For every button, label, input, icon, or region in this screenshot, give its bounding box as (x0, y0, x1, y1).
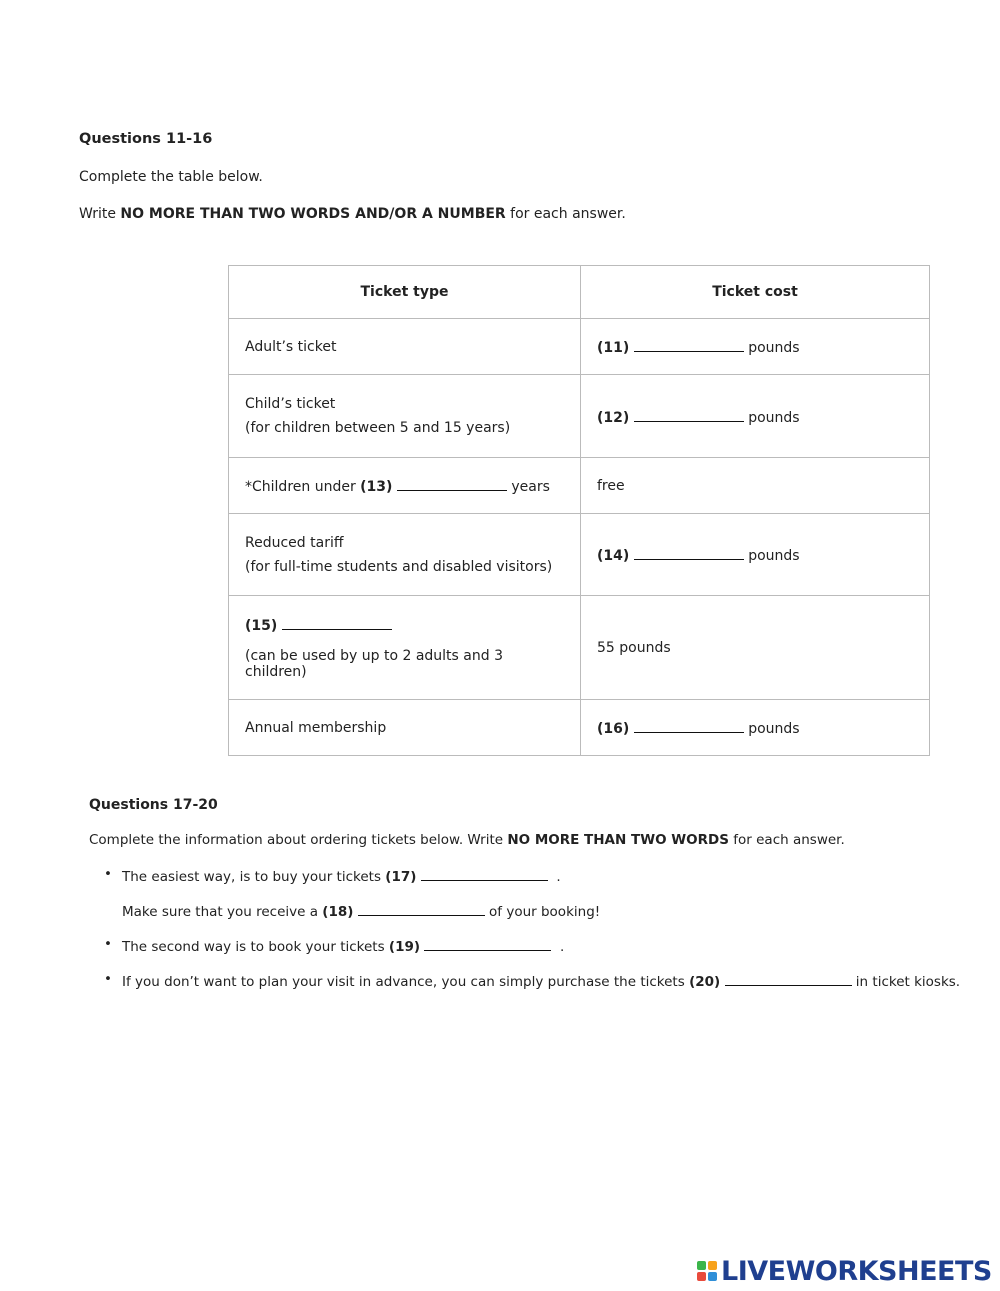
ticket-cost-cell (581, 458, 930, 514)
list-item (100, 901, 980, 936)
ticket-type-label: Annual membership (245, 719, 387, 736)
logo-mark-icon (697, 1261, 717, 1281)
item-text: The easiest way, is to buy your tickets (122, 869, 386, 885)
answer-blank-19[interactable] (424, 936, 551, 951)
item-text: The second way is to book your tickets (122, 939, 389, 955)
ticket-table (228, 265, 930, 756)
instruction-ordering: Complete the information about ordering tickets below. Write NO MORE THAN TWO WORDS for each answer. (89, 832, 845, 848)
ticket-type-cell (229, 319, 581, 375)
answer-blank-12[interactable] (634, 407, 744, 422)
question-number: (20) (689, 974, 721, 990)
question-number: (17) (385, 869, 417, 885)
answer-blank-20[interactable] (725, 971, 852, 986)
cost-unit: pounds (748, 340, 800, 356)
ticket-type-label: Reduced tariff (245, 534, 344, 551)
item-text-end: of your booking! (489, 904, 601, 920)
answer-blank-11[interactable] (634, 337, 744, 352)
cost-value: free (597, 477, 625, 494)
answer-blank-13[interactable] (397, 476, 507, 491)
ticket-type-note: (can be used by up to 2 adults and 3 children) (245, 648, 503, 680)
list-item (100, 971, 980, 1006)
question-number: (19) (388, 939, 421, 955)
item-text: If you don’t want to plan your visit in advance, you can simply purchase the tickets (122, 974, 690, 990)
table-header-row (229, 266, 930, 319)
cost-unit: pounds (748, 548, 800, 564)
ticket-type-label: Child’s ticket (245, 396, 336, 412)
header-ticket-type: Ticket type (229, 266, 581, 319)
bullet-icon: • (104, 936, 112, 952)
table-row (229, 458, 930, 514)
answer-blank-17[interactable] (421, 866, 548, 881)
question-number: (14) (597, 548, 630, 564)
ticket-cost-cell (581, 700, 930, 756)
list-item (100, 866, 980, 901)
item-text-end: in ticket kiosks. (855, 974, 961, 990)
table-row (229, 596, 930, 700)
answer-blank-15[interactable] (282, 615, 392, 630)
questions-17-20-heading: Questions 17-20 (89, 797, 218, 813)
question-number: (16) (597, 721, 630, 737)
list-item (100, 936, 980, 971)
ticket-cost-cell (581, 596, 930, 700)
question-number: (12) (597, 409, 630, 426)
question-number: (13) (360, 479, 393, 495)
ticket-cost-cell (581, 514, 930, 596)
answer-blank-16[interactable] (634, 718, 744, 733)
table-row (229, 375, 930, 458)
instruction-complete-table: Complete the table below. (79, 169, 263, 185)
ticket-type-cell (229, 375, 581, 458)
cost-unit: pounds (748, 409, 800, 426)
bullet-icon: • (104, 971, 112, 987)
logo-text: LIVEWORKSHEETS (721, 1255, 992, 1287)
instruction-word-limit: Write NO MORE THAN TWO WORDS AND/OR A NUMBER for each answer. (79, 206, 626, 222)
ordering-list (100, 866, 980, 1006)
item-text-end: . (556, 869, 561, 885)
ticket-type-cell (229, 458, 581, 514)
age-unit: years (511, 479, 550, 495)
question-number: (18) (322, 904, 354, 920)
cost-value: 55 pounds (597, 639, 671, 656)
cost-unit: pounds (748, 721, 800, 737)
questions-11-16-heading: Questions 11-16 (79, 131, 213, 147)
table-row (229, 319, 930, 375)
ticket-cost-cell (581, 319, 930, 375)
table-row (229, 700, 930, 756)
bullet-icon: • (104, 866, 112, 882)
ticket-type-note: (for children between 5 and 15 years) (245, 420, 511, 436)
ticket-type-cell (229, 514, 581, 596)
ticket-type-cell (229, 596, 581, 700)
answer-blank-18[interactable] (358, 901, 485, 916)
item-text: Make sure that you receive a (122, 904, 323, 920)
ticket-cost-cell (581, 375, 930, 458)
ticket-type-label: Adult’s ticket (245, 338, 337, 355)
question-number: (11) (597, 340, 630, 356)
header-ticket-cost: Ticket cost (581, 266, 930, 319)
ticket-type-note: (for full-time students and disabled visitors) (245, 558, 553, 575)
question-number: (15) (245, 618, 278, 634)
liveworksheets-logo (697, 1256, 992, 1286)
answer-blank-14[interactable] (634, 545, 744, 560)
table-row (229, 514, 930, 596)
ticket-type-label: *Children under (245, 479, 361, 495)
ticket-type-cell (229, 700, 581, 756)
item-text-end: . (559, 939, 565, 955)
